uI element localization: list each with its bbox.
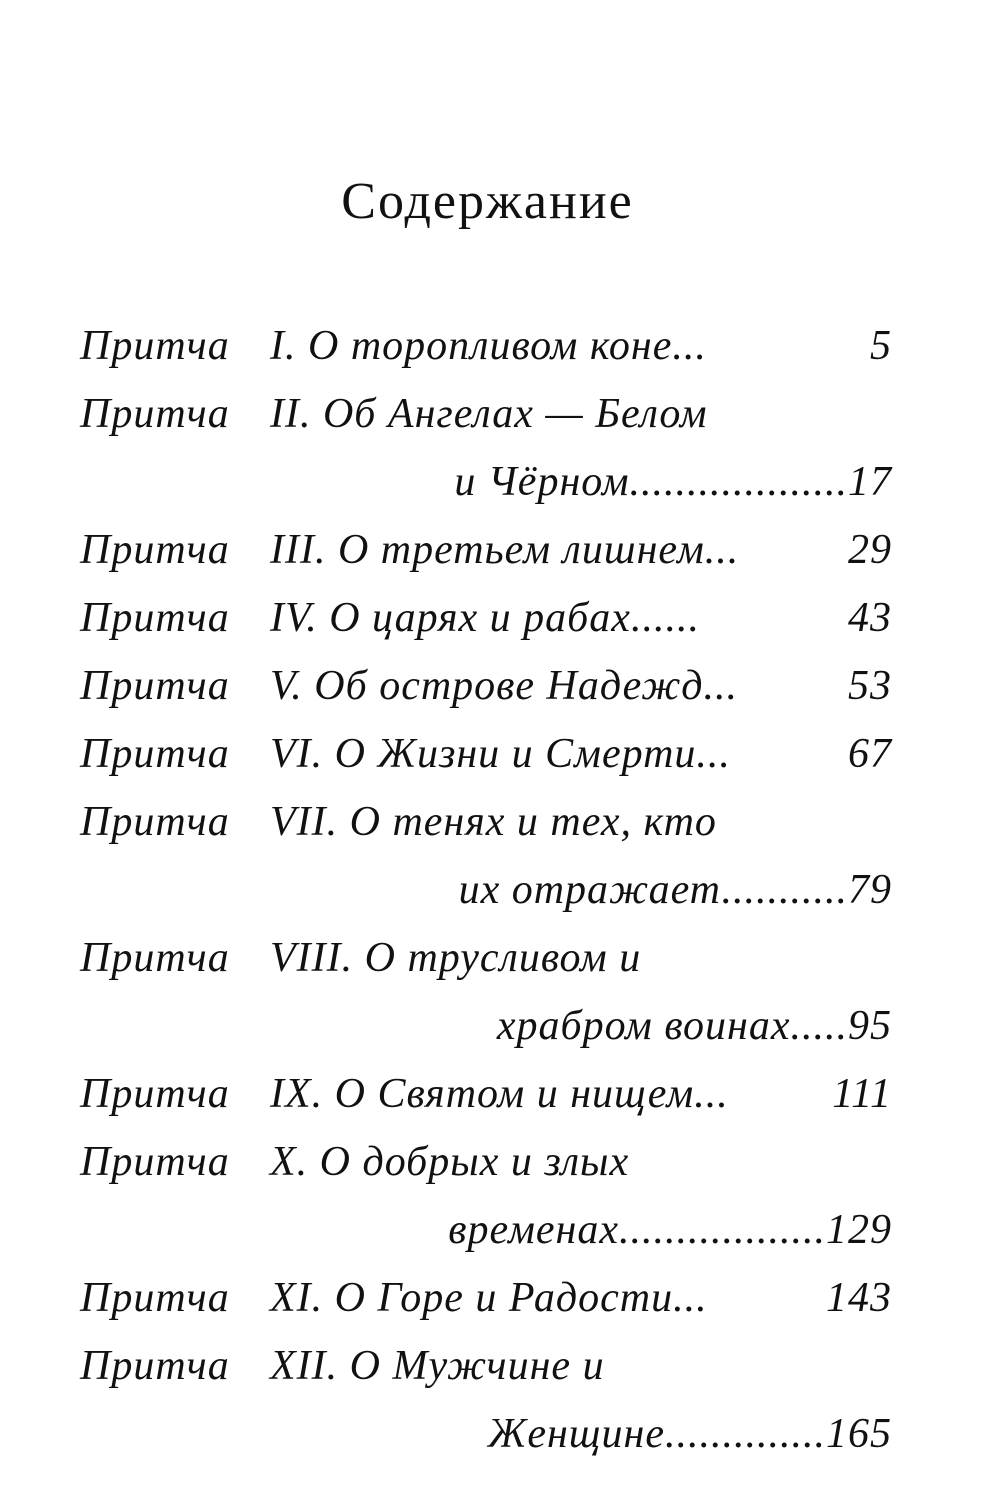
toc-entry-title: IV. О царях и рабах...... (270, 595, 700, 641)
toc-entry-title: III. О третьем лишнем... (270, 527, 740, 573)
toc-entry-7 (80, 788, 892, 924)
toc-entry-9 (80, 1060, 892, 1128)
toc-entry-title: XI. О Горе и Радости... (270, 1275, 708, 1321)
toc-entry-8 (80, 924, 892, 1060)
toc-entry-title-continued: временах.................. (448, 1207, 826, 1253)
toc-page-number: 79 (848, 867, 892, 913)
toc-entry-title: IX. О Святом и нищем... (270, 1071, 729, 1117)
toc-entry-prefix: Притча (80, 595, 230, 641)
toc-entry-prefix: Притча (80, 323, 230, 369)
toc-page-number: 17 (848, 459, 892, 505)
toc-entry-prefix: Притча (80, 663, 230, 709)
toc-page-number: 129 (826, 1207, 892, 1253)
toc-page-number: 5 (870, 323, 892, 369)
toc-entry-prefix: Притча (80, 527, 230, 573)
toc-entry-prefix: Притча (80, 391, 230, 437)
toc-entry-prefix: Притча (80, 1275, 230, 1321)
toc-page-number: 165 (826, 1411, 892, 1457)
toc-page-number: 53 (848, 663, 892, 709)
toc-entry-title: VI. О Жизни и Смерти... (270, 731, 731, 777)
toc-entry-11 (80, 1264, 892, 1332)
toc-entry-3 (80, 516, 892, 584)
toc-entry-10 (80, 1128, 892, 1264)
toc-entry-prefix: Притча (80, 731, 230, 777)
toc-entry-title: VII. О тенях и тех, кто (270, 799, 717, 845)
toc-page-number: 67 (848, 731, 892, 777)
toc-entry-title-continued: их отражает........... (458, 867, 848, 913)
toc-entry-title: II. Об Ангелах — Белом (270, 391, 708, 437)
toc-page-number: 111 (832, 1071, 892, 1117)
toc-page-number: 43 (848, 595, 892, 641)
toc-entry-12 (80, 1332, 892, 1468)
toc-entry-title: XII. О Мужчине и (270, 1343, 605, 1389)
toc-entry-prefix: Притча (80, 935, 230, 981)
table-of-contents (80, 312, 892, 1468)
toc-entry-title: V. Об острове Надежд... (270, 663, 739, 709)
toc-entry-prefix: Притча (80, 1139, 230, 1185)
toc-entry-1 (80, 312, 892, 380)
toc-entry-2 (80, 380, 892, 516)
toc-entry-prefix: Притча (80, 1343, 230, 1389)
page-title: Содержание (341, 173, 634, 230)
toc-entry-6 (80, 720, 892, 788)
toc-entry-4 (80, 584, 892, 652)
toc-page-number: 95 (848, 1003, 892, 1049)
toc-entry-title-continued: храбром воинах..... (496, 1003, 848, 1049)
toc-entry-prefix: Притча (80, 799, 230, 845)
toc-entry-title-continued: Женщине.............. (487, 1411, 826, 1457)
toc-page-number: 143 (826, 1275, 892, 1321)
toc-page-number: 29 (848, 527, 892, 573)
toc-entry-title-continued: и Чёрном................... (454, 459, 848, 505)
toc-entry-title: I. О торопливом коне... (270, 323, 707, 369)
toc-entry-5 (80, 652, 892, 720)
toc-entry-title: VIII. О трусливом и (270, 935, 642, 981)
toc-entry-title: X. О добрых и злых (270, 1139, 630, 1185)
toc-entry-prefix: Притча (80, 1071, 230, 1117)
